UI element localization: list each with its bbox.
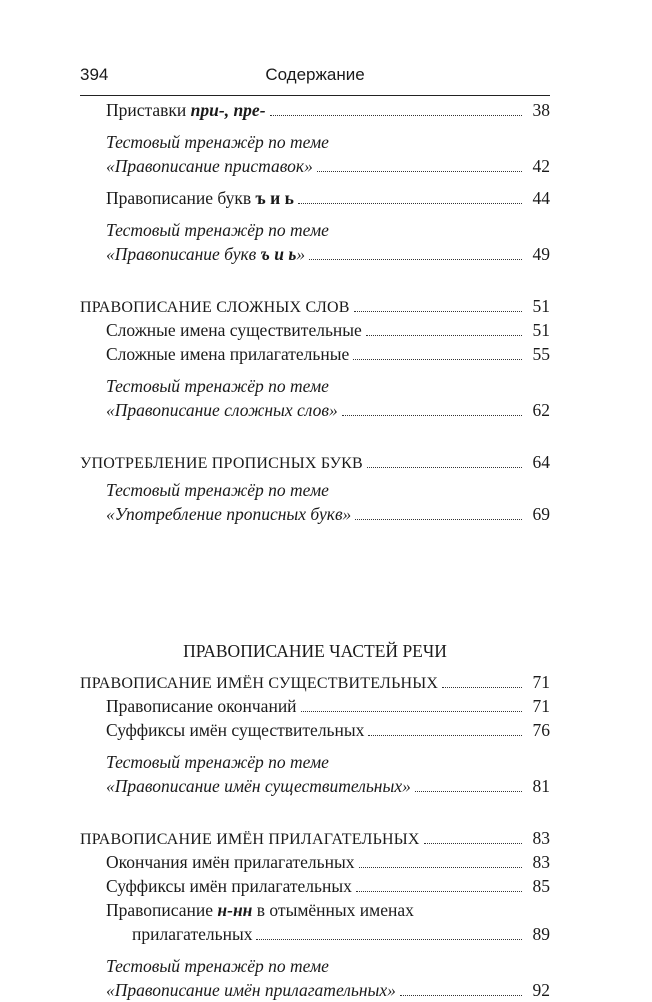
part-heading: ПРАВОПИСАНИЕ ЧАСТЕЙ РЕЧИ [183,641,447,661]
toc-page-number: 71 [532,672,550,692]
toc-entry-title: Правописание букв ъ и ь [106,188,294,208]
dot-leader [400,995,522,996]
toc-entry-adjective-endings[interactable] [80,850,550,874]
toc-section-nouns[interactable] [80,670,550,694]
dot-leader [368,735,522,736]
toc-entry-title: «Правописание имён существительных» [106,776,411,796]
dot-leader [356,891,522,892]
dot-leader [270,115,522,116]
toc-page-number: 38 [532,100,550,120]
table-of-contents [80,98,550,1002]
toc-entry-title-line1: Тестовый тренажёр по теме [106,376,329,396]
toc-page-number: 51 [532,320,550,340]
toc-entry-title: «Правописание имён прилагательных» [106,980,396,1000]
toc-page-number: 76 [532,720,550,740]
toc-entry-title-line1: Тестовый тренажёр по теме [106,220,329,240]
toc-entry-title: прилагательных [132,924,253,944]
dot-leader [442,687,522,688]
dot-leader [415,791,522,792]
toc-page-number: 51 [532,296,550,316]
toc-section-compound-words[interactable] [80,294,550,318]
toc-entry-title-line1: Тестовый тренажёр по теме [106,752,329,772]
toc-entry-title: «Правописание приставок» [106,156,313,176]
dot-leader [317,171,522,172]
toc-entry-title: ПРАВОПИСАНИЕ СЛОЖНЫХ СЛОВ [80,299,350,316]
toc-entry-test-signs[interactable] [80,242,550,266]
toc-entry-title: УПОТРЕБЛЕНИЕ ПРОПИСНЫХ БУКВ [80,455,363,472]
toc-entry-adjective-suffixes[interactable] [80,874,550,898]
dot-leader [309,259,522,260]
toc-section-adjectives[interactable] [80,826,550,850]
toc-entry-title: Приставки при-, пре- [106,100,266,120]
toc-page-number: 64 [532,452,550,472]
dot-leader [256,939,522,940]
toc-entry-title: «Правописание сложных слов» [106,400,338,420]
toc-entry-title-line1: Тестовый тренажёр по теме [106,132,329,152]
toc-entry-title: Сложные имена существительные [106,320,362,340]
toc-entry-test-prefixes[interactable] [80,154,550,178]
toc-entry-title-line1: Тестовый тренажёр по теме [106,480,329,500]
toc-entry-title: ПРАВОПИСАНИЕ ИМЁН ПРИЛАГАТЕЛЬНЫХ [80,831,420,848]
dot-leader [367,467,522,468]
dot-leader [301,711,522,712]
toc-page-number: 69 [532,504,550,524]
toc-entry-title: ПРАВОПИСАНИЕ ИМЁН СУЩЕСТВИТЕЛЬНЫХ [80,675,439,692]
toc-entry-title: Суффиксы имён существительных [106,720,365,740]
toc-page-number: 71 [532,696,550,716]
toc-section-capital-letters[interactable] [80,450,550,474]
toc-entry-noun-suffixes[interactable] [80,718,550,742]
toc-entry-compound-nouns[interactable] [80,318,550,342]
toc-page-number: 92 [532,980,550,1000]
toc-entry-test-compound[interactable] [80,398,550,422]
dot-leader [354,311,522,312]
toc-entry-title: Сложные имена прилагательные [106,344,350,364]
dot-leader [424,843,522,844]
toc-entry-prefixes[interactable] [80,98,550,122]
toc-page-number: 42 [532,156,550,176]
toc-page-number: 81 [532,776,550,796]
dot-leader [353,359,522,360]
toc-entry-title: Окончания имён прилагательных [106,852,355,872]
toc-entry-endings[interactable] [80,694,550,718]
toc-page-number: 83 [532,828,550,848]
toc-entry-title-line1: Правописание н-нн в отымённых именах [106,900,414,920]
toc-page-number: 55 [532,344,550,364]
toc-entry-n-nn[interactable] [80,922,550,946]
toc-entry-hard-soft-signs[interactable] [80,186,550,210]
toc-page-number: 49 [532,244,550,264]
toc-entry-title: Правописание окончаний [106,696,297,716]
toc-page-number: 85 [532,876,550,896]
page-number: 394 [80,65,109,84]
toc-entry-test-adjectives[interactable] [80,978,550,1002]
toc-page-number: 62 [532,400,550,420]
dot-leader [355,519,522,520]
toc-entry-title-line1: Тестовый тренажёр по теме [106,956,329,976]
dot-leader [298,203,522,204]
toc-entry-compound-adjectives[interactable] [80,342,550,366]
toc-page-number: 44 [532,188,550,208]
running-title: Содержание [265,65,365,84]
toc-entry-test-nouns[interactable] [80,774,550,798]
toc-entry-test-capitals[interactable] [80,502,550,526]
toc-entry-title: «Правописание букв ъ и ь» [106,244,306,264]
dot-leader [342,415,522,416]
toc-page-number: 89 [532,924,550,944]
toc-page-number: 83 [532,852,550,872]
toc-entry-title: «Употребление прописных букв» [106,504,352,524]
page-header [80,63,550,96]
toc-entry-title: Суффиксы имён прилагательных [106,876,352,896]
dot-leader [359,867,522,868]
dot-leader [366,335,522,336]
